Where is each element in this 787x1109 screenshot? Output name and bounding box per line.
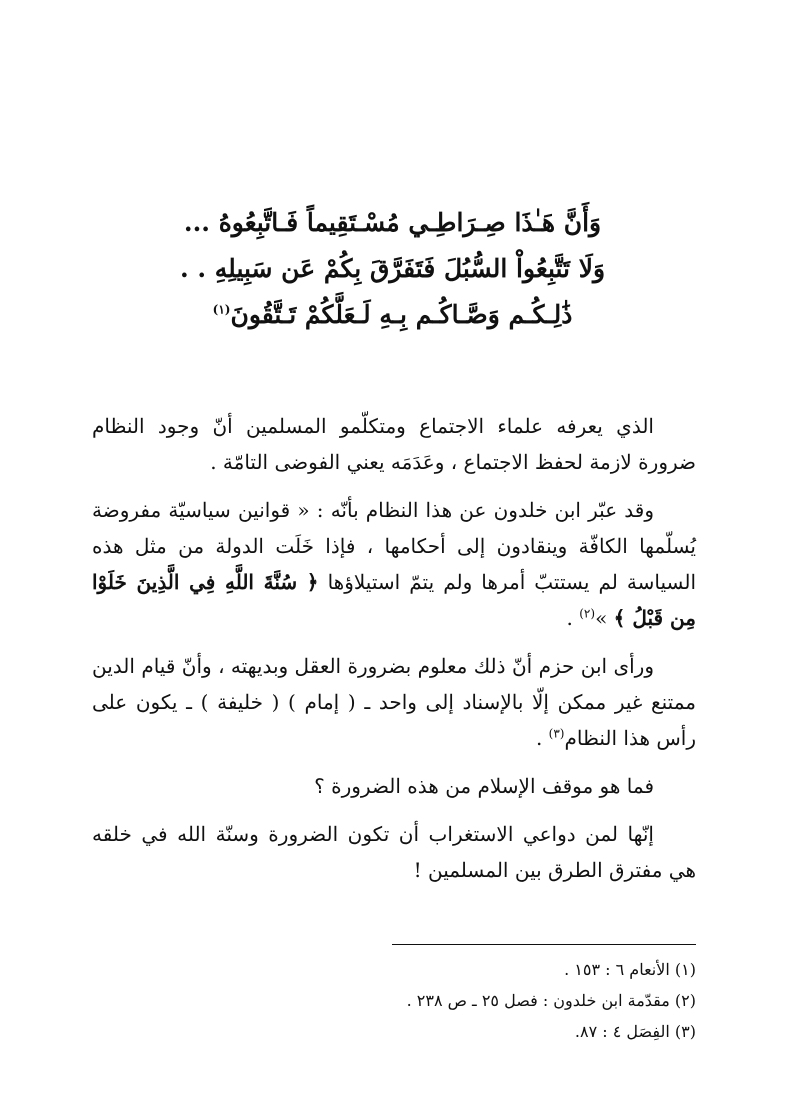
footnote: (٣) الفِصَل ٤ : ٨٧. <box>574 1022 696 1041</box>
paragraph: الذي يعرفه علماء الاجتماع ومتكلّمو المسلمين أنّ وجود النظام ضرورة لازمة لحفظ الاجتماع ، وعَدَمَه يعني الفوضى التامّة . <box>92 414 696 474</box>
footnote-ref: (١) <box>212 302 231 317</box>
quran-verse-block <box>150 200 635 338</box>
paragraph-text: ورأى ابن حزم أنّ ذلك معلوم بضرورة العقل وبديهته ، وأنّ قيام الدين ممتنع غير ممكن إلّا بالإسناد إلى واحد ـ ( إمام ) ( خليفة ) ـ يكون على رأس هذا النظام <box>92 654 696 750</box>
paragraph <box>92 492 696 636</box>
footnote-divider <box>392 944 696 945</box>
verse-line: وَلَا تَتَّبِعُواْ السُّبُلَ فَتَفَرَّقَ بِكُمْ عَن سَبِيلِهِ . . <box>179 254 606 283</box>
footnote: (١) الأنعام ٦ : ١٥٣ . <box>564 960 696 979</box>
footnote-ref: (٣) <box>548 726 565 741</box>
verse-line-text: ذَٰلِـكُـم وَصَّـاكُـم بِـهِ لَـعَلَّكُمْ تَـتَّقُونَ <box>230 300 573 329</box>
verse-line <box>150 292 635 338</box>
footnote-ref: (٢) <box>579 606 596 621</box>
sentence-end: . <box>566 606 573 630</box>
paragraph-text: وقد عبّر ابن خلدون عن هذا النظام بأنّه : « قوانين سياسيّة مفروضة يُسلّمها الكافّة وينقادون إلى أحكامها ، فإذا خَلَت الدولة من مثل هذه السياسة لم يستتبّ أمرها ولم يتمّ استيلاؤها <box>92 498 696 594</box>
verse-line: وَأَنَّ هَـٰذَا صِـرَاطِـي مُسْـتَقِيماً فَـاتَّبِعُوهُ ... <box>183 208 602 237</box>
paragraph: فما هو موقف الإسلام من هذه الضرورة ؟ <box>314 774 654 798</box>
footnotes <box>300 954 696 1047</box>
paragraph: إنّها لمن دواعي الاستغراب أن تكون الضرورة وسنّة الله في خلقه هي مفترق الطرق بين المسلمين ! <box>92 822 696 882</box>
body-text <box>92 408 696 900</box>
footnote: (٢) مقدّمة ابن خلدون : فصل ٢٥ ـ ص ٢٣٨ . <box>406 991 696 1010</box>
quran-quote: ﴿ سُنَّةَ اللَّهِ فِي الَّذِينَ خَلَوْا مِن قَبْلُ ﴾ <box>92 570 696 630</box>
paragraph <box>92 648 696 756</box>
sentence-end: . <box>535 726 543 750</box>
quote-close: » <box>595 606 608 630</box>
